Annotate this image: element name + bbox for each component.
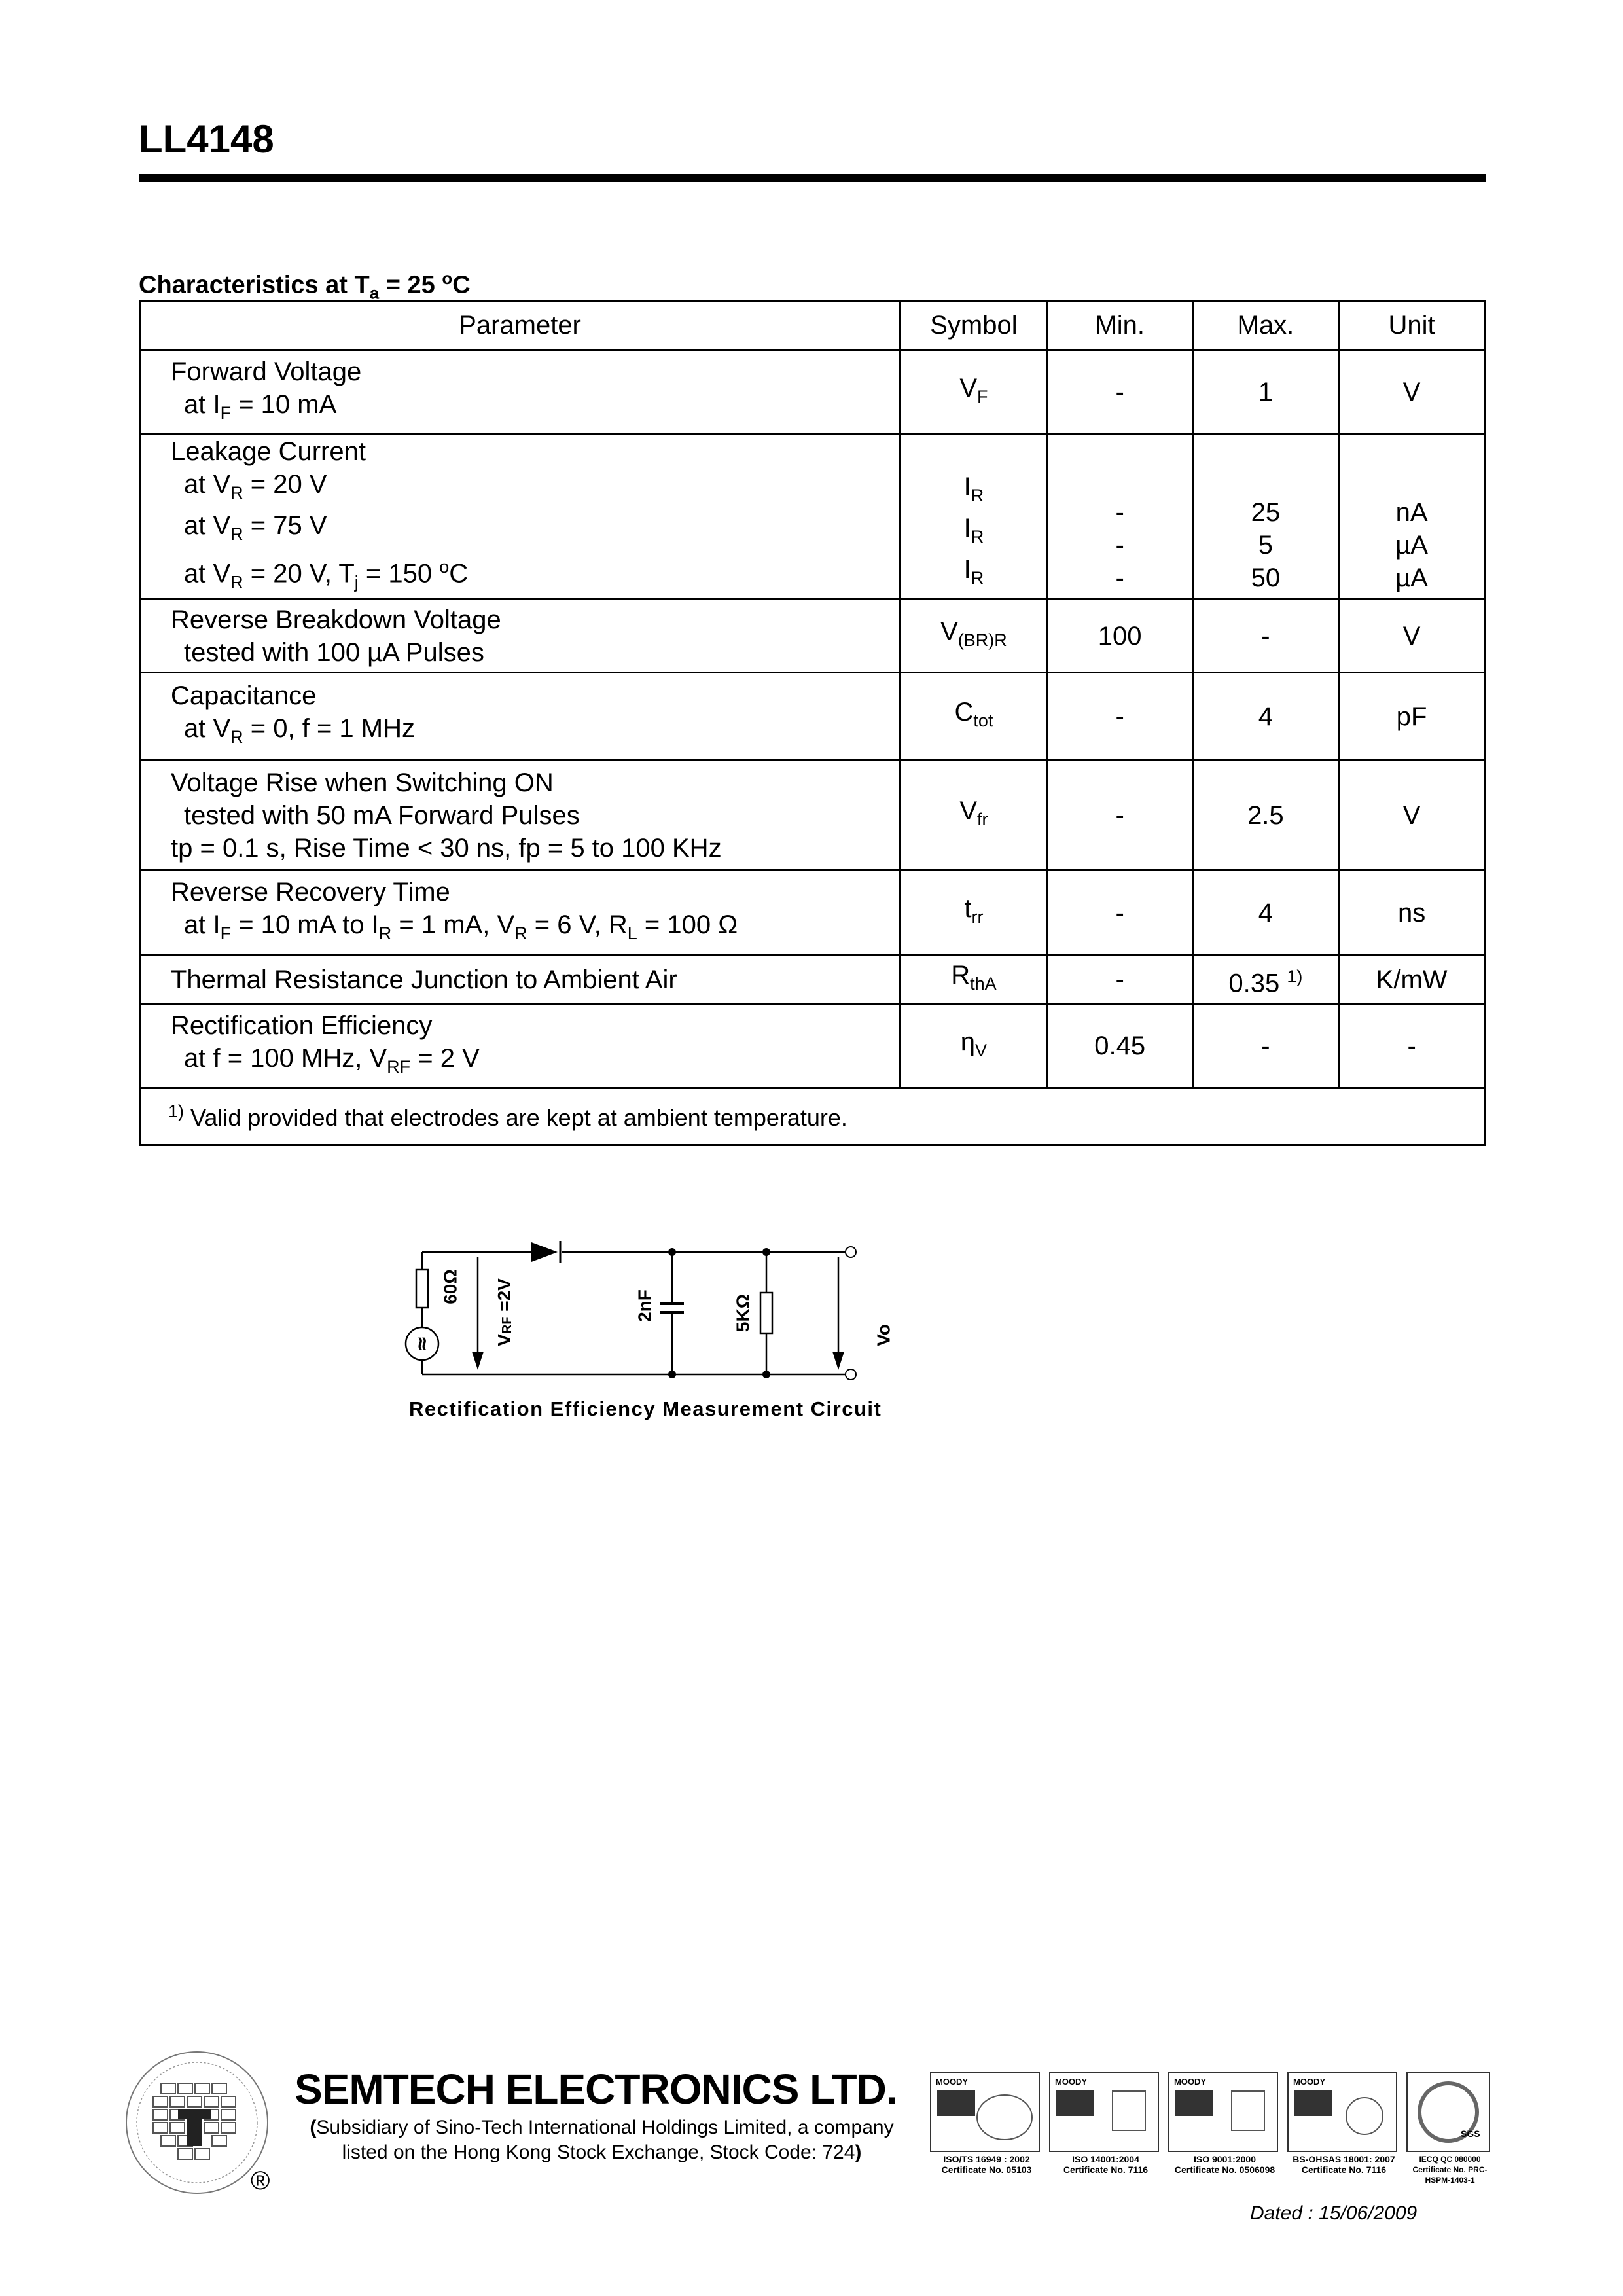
ac-source-symbol: ≈ — [410, 1335, 434, 1352]
footnote-cell: $^{1)}$ Valid provided that electrodes are kept at ambient temperature. — [140, 1088, 1485, 1145]
unit-cell: ns — [1339, 870, 1485, 956]
capacitor-label: 2nF — [634, 1289, 655, 1322]
symbol-cell: $R_{thA}$ — [901, 956, 1048, 1004]
characteristics-table — [139, 300, 1486, 1146]
table-row — [140, 673, 1485, 761]
min-cell: - — [1047, 956, 1192, 1004]
min-cell: 100 — [1047, 600, 1192, 673]
cert-caption: ISO 9001:2000 Certificate No. 0506098 — [1174, 2154, 1275, 2175]
junction-dot — [762, 1248, 770, 1256]
cert-logo-sgs — [1407, 2073, 1489, 2151]
min-cell: - — [1047, 761, 1192, 870]
svg-text:MOODY: MOODY — [1174, 2077, 1207, 2087]
junction-dot — [762, 1371, 770, 1378]
vo-arrowhead — [832, 1352, 844, 1370]
symbol-cell: $V_{(BR)R}$ — [901, 600, 1048, 673]
min-cell: - — [1047, 673, 1192, 761]
max-cell: 25 5 50 — [1192, 435, 1339, 600]
header-max: Max. — [1192, 301, 1339, 350]
parameter-cell: Reverse Recovery Time at $I_F = 10$ mA to $I_R = 1$ mA, $V_R = 6$ V, $R_L = 100$ Ω — [140, 870, 901, 956]
table-row — [140, 600, 1485, 673]
unit-cell: - — [1339, 1004, 1485, 1088]
circuit-caption: Rectification Efficiency Measurement Circuit — [409, 1397, 882, 1420]
table-header-row — [140, 301, 1485, 350]
symbol-cell: $V_F$ — [901, 350, 1048, 435]
symbol-cell: $I_R$ $I_R$ $I_R$ — [901, 435, 1048, 600]
parameter-cell: Voltage Rise when Switching ON tested with 50 mA Forward Pulses tp = 0.1 s, Rise Time < 30 ns, fp = 5 to 100 KHz — [140, 761, 901, 870]
parameter-cell: Rectification Efficiency at f = 100 MHz, $V_{RF} = 2$ V — [140, 1004, 901, 1088]
resistor-label: 60Ω — [440, 1269, 461, 1304]
unit-cell: V — [1339, 350, 1485, 435]
max-cell: - — [1192, 1004, 1339, 1088]
symbol-cell: $\eta_V$ — [901, 1004, 1048, 1088]
subsidiary-note: (Subsidiary of Sino-Tech International Holdings Limited, a company listed on the Hong Kong Stock Exchange, Stock Code: 724) — [310, 2117, 894, 2163]
certification-logos — [929, 2072, 1492, 2163]
load-resistor-symbol — [760, 1293, 772, 1333]
header-parameter: Parameter — [140, 301, 901, 350]
max-cell: 4 — [1192, 673, 1339, 761]
table-row — [140, 1004, 1485, 1088]
min-cell: - — [1047, 870, 1192, 956]
symbol-cell: $V_{fr}$ — [901, 761, 1048, 870]
load-resistor-label: 5KΩ — [732, 1293, 753, 1333]
table-row — [140, 870, 1485, 956]
vrf-arrowhead — [472, 1352, 484, 1370]
parameter-cell: Forward Voltage at $I_F = 10$ mA — [140, 350, 901, 435]
unit-cell: V — [1339, 600, 1485, 673]
company-name: SEMTECH ELECTRONICS LTD. — [294, 2066, 897, 2113]
min-cell: 0.45 — [1047, 1004, 1192, 1088]
output-terminal — [846, 1247, 856, 1257]
dated-label: Dated : 15/06/2009 — [1250, 2202, 1418, 2224]
part-number-title: LL4148 — [139, 117, 274, 161]
cert-logo-iso14001 — [1050, 2073, 1158, 2151]
company-logo — [122, 2047, 272, 2198]
output-terminal — [846, 1369, 856, 1380]
footnote-row — [140, 1088, 1485, 1145]
parameter-cell: Capacitance at $V_R = 0$, f = 1 MHz — [140, 673, 901, 761]
min-cell: - - - — [1047, 435, 1192, 600]
cert-caption: ISO/TS 16949 : 2002 Certificate No. 05103 — [941, 2154, 1032, 2175]
cert-logo-iso9001 — [1169, 2073, 1277, 2151]
unit-cell: V — [1339, 761, 1485, 870]
header-unit: Unit — [1339, 301, 1485, 350]
symbol-cell: $C_{tot}$ — [901, 673, 1048, 761]
table-row — [140, 350, 1485, 435]
table-row — [140, 435, 1485, 600]
max-cell: 0.35 $^{1)}$ — [1192, 956, 1339, 1004]
diode-symbol — [531, 1242, 558, 1262]
source-voltage-label: VRF =2V — [493, 1278, 514, 1346]
unit-cell: nA µA µA — [1339, 435, 1485, 600]
junction-dot — [668, 1371, 676, 1378]
characteristics-heading: Characteristics at $T_a = 25$ $^o$C — [139, 268, 471, 303]
cert-caption: IECQ QC 080000 Certificate No. PRC-HSPM-1403-1 — [1412, 2155, 1488, 2185]
max-cell: 4 — [1192, 870, 1339, 956]
cert-logo-iso-ts — [931, 2073, 1039, 2151]
parameter-cell: Thermal Resistance Junction to Ambient Air — [140, 956, 901, 1004]
title-rule — [139, 174, 1486, 182]
cert-caption: BS-OHSAS 18001: 2007 Certificate No. 7116 — [1293, 2154, 1395, 2175]
max-cell: - — [1192, 600, 1339, 673]
unit-cell: pF — [1339, 673, 1485, 761]
symbol-cell: $t_{rr}$ — [901, 870, 1048, 956]
table-row — [140, 761, 1485, 870]
source-resistor-symbol — [416, 1270, 428, 1308]
svg-text:SGS: SGS — [1461, 2128, 1480, 2139]
unit-cell: K/mW — [1339, 956, 1485, 1004]
max-cell: 2.5 — [1192, 761, 1339, 870]
header-min: Min. — [1047, 301, 1192, 350]
svg-text:MOODY: MOODY — [1293, 2077, 1326, 2087]
parameter-cell: Reverse Breakdown Voltage tested with 100 µA Pulses — [140, 600, 901, 673]
max-cell: 1 — [1192, 350, 1339, 435]
svg-text:MOODY: MOODY — [936, 2077, 969, 2087]
min-cell: - — [1047, 350, 1192, 435]
table-row — [140, 956, 1485, 1004]
output-voltage-label: Vo — [873, 1324, 894, 1346]
cert-logo-ohsas — [1288, 2073, 1397, 2151]
cert-caption: ISO 14001:2004 Certificate No. 7116 — [1063, 2154, 1149, 2175]
header-symbol: Symbol — [901, 301, 1048, 350]
svg-text:MOODY: MOODY — [1055, 2077, 1088, 2087]
registered-mark: ® — [251, 2166, 270, 2195]
parameter-cell: Leakage Current at $V_R = 20$ V at $V_R = 75$ V at $V_R = 20$ V, $T_j = 150$ $^o$C — [140, 435, 901, 600]
junction-dot — [668, 1248, 676, 1256]
